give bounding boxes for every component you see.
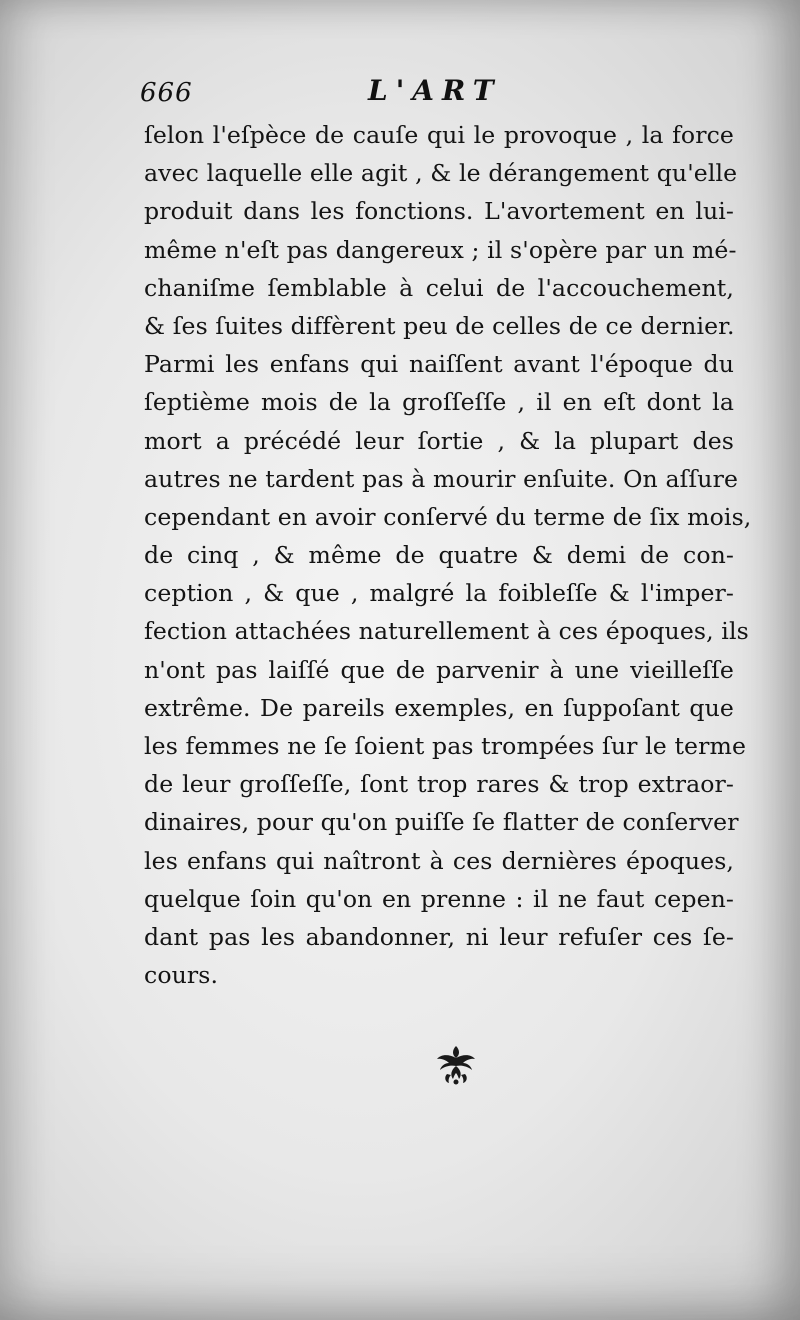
page-number: 666 bbox=[140, 78, 193, 108]
page-header bbox=[140, 68, 740, 108]
text-line: de cinq , & même de quatre & demi de con- bbox=[144, 541, 734, 570]
text-line: produit dans les fonctions. L'avortement en lui- bbox=[144, 197, 734, 226]
body-text bbox=[144, 116, 752, 994]
text-line: autres ne tardent pas à mourir enſuite. On aſſure bbox=[144, 464, 739, 493]
text-line: extrême. De pareils exemples, en ſuppoſant que bbox=[144, 693, 734, 722]
text-line: les femmes ne ſe ſoient pas trompées ſur le terme bbox=[144, 732, 747, 760]
text-line: avec laquelle elle agit , & le dérangement qu'elle bbox=[144, 159, 738, 188]
text-line: les enfans qui naîtront à ces dernières époques, bbox=[144, 846, 734, 875]
text-line: même n'eſt pas dangereux ; il s'opère par un mé- bbox=[144, 235, 737, 264]
text-line: Parmi les enfans qui naiſſent avant l'époque du bbox=[144, 350, 734, 379]
text-line: chaniſme ſemblable à celui de l'accouchement, bbox=[144, 273, 734, 302]
text-line: cours. bbox=[144, 961, 219, 990]
text-line: de leur groſſeſſe, ſont trop rares & trop extraor- bbox=[144, 770, 734, 799]
running-title: L'ART bbox=[368, 74, 502, 107]
text-line: & ſes ſuites diffèrent peu de celles de ce dernier. bbox=[144, 311, 735, 340]
text-line: quelque ſoin qu'on en prenne : il ne faut cepen- bbox=[144, 884, 734, 913]
fleuron-icon bbox=[431, 1044, 481, 1086]
text-line: mort a précédé leur ſortie , & la plupart des bbox=[144, 426, 734, 455]
text-line: cependant en avoir conſervé du terme de ſix mois, bbox=[144, 502, 752, 531]
text-line: n'ont pas laiſſé que de parvenir à une vieilleſſe bbox=[144, 655, 734, 684]
text-line: ception , & que , malgré la foibleſſe & l'imper- bbox=[144, 579, 734, 608]
text-line: dinaires, pour qu'on puiſſe ſe flatter de conſerver bbox=[144, 808, 739, 837]
text-line: dant pas les abandonner, ni leur refuſer ces ſe- bbox=[144, 922, 734, 951]
text-line: ſeptième mois de la groſſeſſe , il en eſt dont la bbox=[144, 388, 734, 417]
text-line: fection attachées naturellement à ces époques, ils bbox=[144, 617, 749, 646]
text-line: ſelon l'eſpèce de cauſe qui le provoque , la force bbox=[144, 121, 734, 149]
